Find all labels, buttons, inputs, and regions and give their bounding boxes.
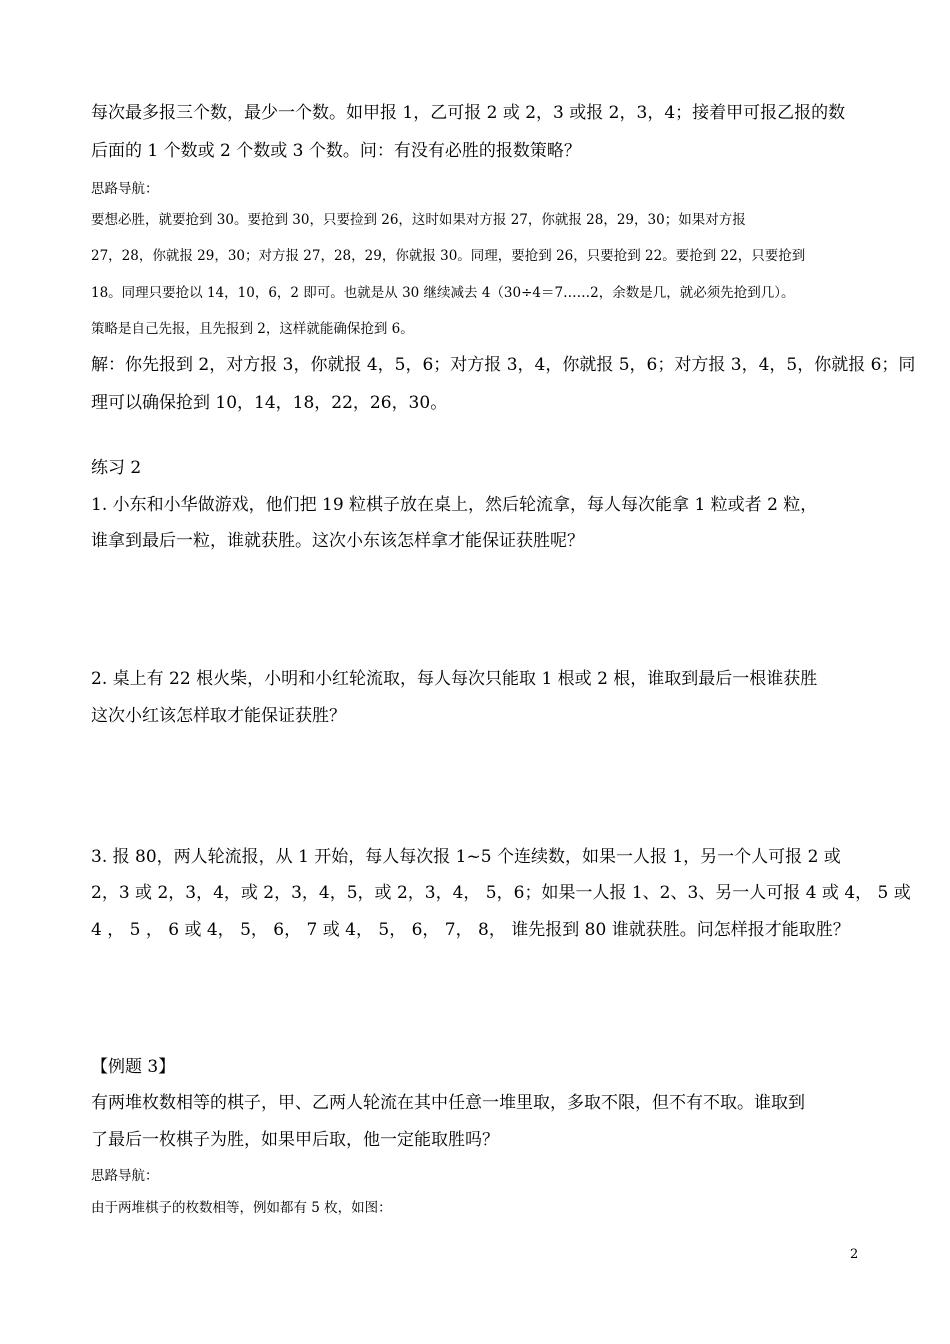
intro-line-1: 每次最多报三个数，最少一个数。如甲报 1，乙可报 2 或 2，3 或报 2，3，4；接着甲可报乙报的数 — [91, 103, 846, 123]
practice-heading: 练习 2 — [91, 458, 142, 478]
guide-heading: 思路导航： — [91, 181, 159, 197]
question-3-line-2: 2，3 或 2，3，4，或 2，3，4，5，或 2，3，4， 5，6；如果一人报 1、2、3、另一人可报 4 或 4， 5 或 — [91, 883, 911, 903]
example-3-heading: 【例题 3】 — [91, 1057, 176, 1077]
question-3-line-1: 3. 报 80，两人轮流报，从 1 开始，每人每次报 1~5 个连续数，如果一人报 1，另一个人可报 2 或 — [91, 847, 841, 867]
intro-line-2: 后面的 1 个数或 2 个数或 3 个数。问：有没有必胜的报数策略？ — [91, 141, 581, 161]
guide-line-2: 27，28，你就报 29，30；对方报 27，28，29，你就报 30。同理，要抢到 26，只要抢到 22。要抢到 22，只要抢到 — [91, 248, 806, 264]
question-1-line-1: 1. 小东和小华做游戏，他们把 19 粒棋子放在桌上，然后轮流拿，每人每次能拿 1 粒或者 2 粒， — [91, 495, 818, 515]
question-2-line-1: 2. 桌上有 22 根火柴，小明和小红轮流取，每人每次只能取 1 根或 2 根，谁取到最后一根谁获胜 — [91, 669, 818, 689]
guide-line-3: 18。同理只要抢以 14，10，6，2 即可。也就是从 30 继续减去 4（30÷4＝7……2，余数是几，就必须先抢到几）。 — [91, 285, 795, 301]
solution-line-1: 解：你先报到 2，对方报 3，你就报 4，5，6；对方报 3，4，你就报 5，6；对方报 3，4，5，你就报 6；同 — [91, 355, 916, 375]
guide-line-4: 策略是自己先报，且先报到 2，这样就能确保抢到 6。 — [91, 321, 414, 337]
example-3-guide-line: 由于两堆棋子的枚数相等，例如都有 5 枚，如图： — [91, 1200, 392, 1216]
guide-line-1: 要想必胜，就要抢到 30。要抢到 30，只要捡到 26，这时如果对方报 27，你就报 28，29，30；如果对方报 — [91, 212, 746, 228]
example-3-line-1: 有两堆枚数相等的棋子，甲、乙两人轮流在其中任意一堆里取，多取不限，但不有不取。谁取到 — [91, 1093, 805, 1113]
example-3-guide-heading: 思路导航： — [91, 1168, 159, 1184]
solution-line-2: 理可以确保抢到 10，14，18，22，26，30。 — [91, 393, 448, 413]
page-number: 2 — [850, 1247, 859, 1262]
question-1-line-2: 谁拿到最后一粒，谁就获胜。这次小东该怎样拿才能保证获胜呢？ — [91, 531, 584, 551]
example-3-line-2: 了最后一枚棋子为胜，如果甲后取，他一定能取胜吗？ — [91, 1130, 499, 1150]
question-3-line-3: 4 ， 5 ， 6 或 4， 5， 6， 7 或 4， 5， 6， 7， 8， 谁先报到 80 谁就获胜。问怎样报才能取胜？ — [91, 920, 850, 940]
question-2-line-2: 这次小红该怎样取才能保证获胜？ — [91, 706, 346, 726]
